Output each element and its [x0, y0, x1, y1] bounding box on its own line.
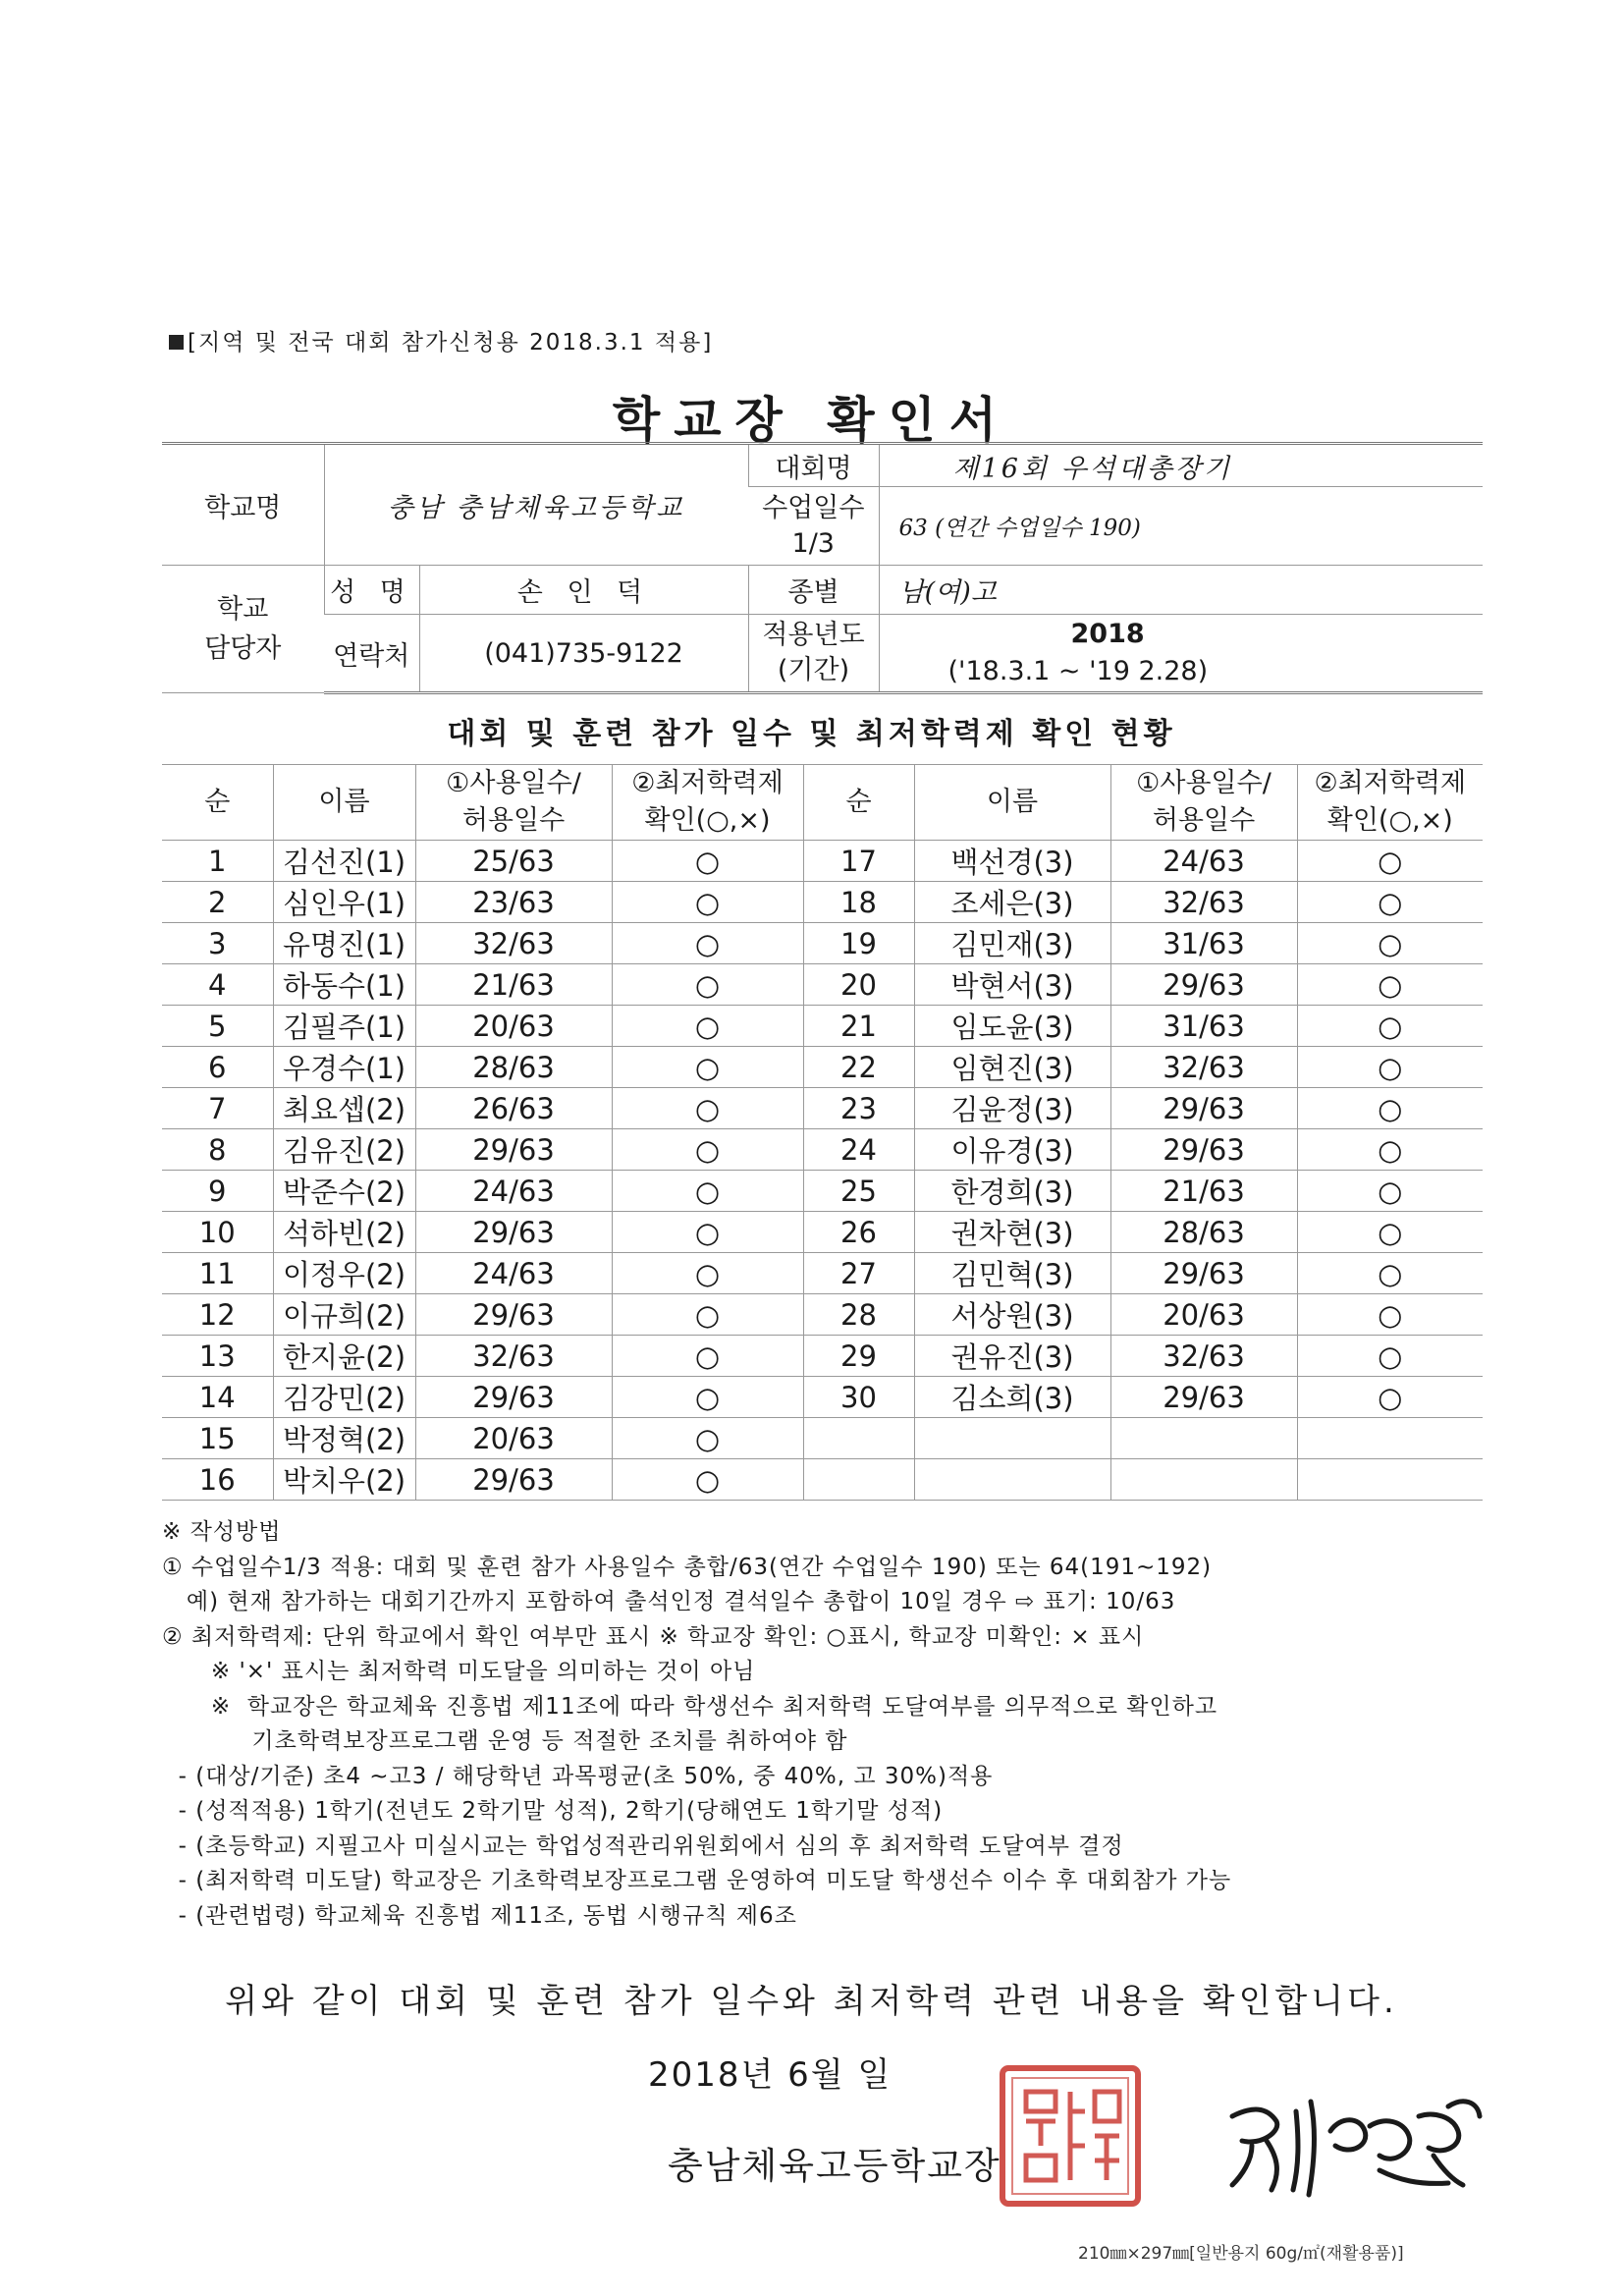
paper-spec-footer: 210㎜×297㎜[일반용지 60g/㎡(재활용품)] [1078, 2244, 1404, 2264]
roster-check-cell: ○ [612, 1459, 803, 1501]
header-no: 순 [162, 765, 273, 841]
roster-name-cell: 권차현(3) [914, 1212, 1110, 1253]
roster-row [162, 1047, 1483, 1088]
roster-name-cell: 김소희(3) [914, 1377, 1110, 1418]
header-days-line2: 허용일수 [1152, 805, 1256, 836]
note-line: 예) 현재 참가하는 대회기간까지 포함하여 출석인정 결석일수 총합이 10일 경우 ⇨ 표기: 10/63 [162, 1589, 1176, 1614]
header-min-line1: ②최저학력제 [631, 768, 784, 798]
roster-name-cell: 박치우(2) [273, 1459, 415, 1501]
roster-name-cell: 김유진(2) [273, 1129, 415, 1171]
roster-check-cell: ○ [1297, 1129, 1483, 1171]
note-line: ※ 작성방법 [162, 1519, 282, 1545]
roster-check-cell: ○ [1297, 1336, 1483, 1377]
roster-check-cell: ○ [612, 882, 803, 923]
roster-no-cell: 25 [803, 1171, 914, 1212]
roster-row [162, 1006, 1483, 1047]
roster-name-cell: 김민재(3) [914, 923, 1110, 964]
roster-days-cell: 29/63 [415, 1129, 612, 1171]
roster-check-cell: ○ [1297, 1171, 1483, 1212]
roster-check-cell: ○ [612, 841, 803, 882]
header-days [415, 765, 612, 841]
header-days-line1: ①사용일수/ [446, 768, 581, 798]
note-line: - (대상/기준) 초4 ~고3 / 해당학년 과목평균(초 50%, 중 40%, 고 30%)적용 [162, 1763, 994, 1789]
days-label-line1: 수업일수 [762, 492, 865, 523]
roster-name-cell: 이유경(3) [914, 1129, 1110, 1171]
roster-days-cell: 32/63 [1110, 1047, 1297, 1088]
roster-name-cell: 최요셉(2) [273, 1088, 415, 1129]
confirmation-statement: 위와 같이 대회 및 훈련 참가 일수와 최저학력 관련 내용을 확인합니다. [225, 1982, 1398, 2021]
roster-days-cell: 29/63 [415, 1212, 612, 1253]
roster-days-cell: 20/63 [1110, 1294, 1297, 1336]
roster-no-cell [803, 1459, 914, 1501]
roster-no-cell: 26 [803, 1212, 914, 1253]
roster-name-cell: 박준수(2) [273, 1171, 415, 1212]
roster-days-cell [1110, 1418, 1297, 1459]
roster-days-cell: 21/63 [1110, 1171, 1297, 1212]
roster-name-cell: 박정혁(2) [273, 1418, 415, 1459]
roster-days-cell: 31/63 [1110, 923, 1297, 964]
roster-days-cell: 32/63 [415, 923, 612, 964]
year-label-line2: (기간) [777, 655, 850, 685]
roster-check-cell: ○ [612, 1253, 803, 1294]
roster-days-cell: 24/63 [415, 1171, 612, 1212]
roster-no-cell: 6 [162, 1047, 273, 1088]
header-name: 이름 [914, 765, 1110, 841]
roster-no-cell: 8 [162, 1129, 273, 1171]
note-line: - (성적적용) 1학기(전년도 2학기말 성적), 2학기(당해연도 1학기말 성적) [162, 1798, 944, 1824]
roster-row [162, 1336, 1483, 1377]
roster-no-cell: 2 [162, 882, 273, 923]
school-label: 학교명 [162, 444, 324, 566]
header-days [1110, 765, 1297, 841]
form-tag [169, 324, 713, 356]
roster-row [162, 1294, 1483, 1336]
days-label-line2: 1/3 [791, 527, 835, 559]
roster-name-cell: 이규희(2) [273, 1294, 415, 1336]
roster-check-cell: ○ [1297, 882, 1483, 923]
signature [1222, 2087, 1488, 2205]
year-value-main: 2018 [1070, 619, 1145, 649]
roster-check-cell: ○ [1297, 1006, 1483, 1047]
roster-name-cell: 조세은(3) [914, 882, 1110, 923]
roster-check-cell: ○ [612, 1336, 803, 1377]
roster-no-cell: 15 [162, 1418, 273, 1459]
roster-row [162, 882, 1483, 923]
roster-days-cell: 29/63 [415, 1294, 612, 1336]
contest-value: 제16회 우석대총장기 [879, 444, 1483, 487]
note-line: ① 수업일수1/3 적용: 대회 및 훈련 참가 사용일수 총합/63(연간 수업일수 190) 또는 64(191~192) [162, 1554, 1213, 1580]
roster-no-cell: 17 [803, 841, 914, 882]
roster-name-cell: 하동수(1) [273, 964, 415, 1006]
roster-no-cell: 19 [803, 923, 914, 964]
roster-no-cell: 9 [162, 1171, 273, 1212]
roster-name-cell: 심인우(1) [273, 882, 415, 923]
roster-no-cell: 10 [162, 1212, 273, 1253]
note-line: 기초학력보장프로그램 운영 등 적절한 조치를 취하여야 함 [162, 1728, 848, 1754]
note-line: - (초등학교) 지필고사 미실시교는 학업성적관리위원회에서 심의 후 최저학력 도달여부 결정 [162, 1832, 1124, 1859]
roster-check-cell: ○ [612, 1047, 803, 1088]
roster-days-cell: 25/63 [415, 841, 612, 882]
official-seal [997, 2062, 1144, 2210]
roster-row [162, 1212, 1483, 1253]
roster-days-cell: 24/63 [1110, 841, 1297, 882]
header-min-line1: ②최저학력제 [1314, 768, 1467, 798]
school-signatory: 충남체육고등학교장 [668, 2145, 1001, 2187]
roster-check-cell: ○ [1297, 1047, 1483, 1088]
roster-no-cell: 20 [803, 964, 914, 1006]
roster-check-cell: ○ [612, 1294, 803, 1336]
roster-row [162, 923, 1483, 964]
name-value: 손 인 덕 [419, 566, 748, 615]
header-min [1297, 765, 1483, 841]
roster-no-cell: 22 [803, 1047, 914, 1088]
roster-name-cell: 유명진(1) [273, 923, 415, 964]
roster-days-cell: 29/63 [1110, 1253, 1297, 1294]
roster-check-cell: ○ [612, 1088, 803, 1129]
roster-no-cell: 16 [162, 1459, 273, 1501]
name-label: 성 명 [324, 566, 419, 615]
days-value: 63 (연간 수업일수 190) [879, 487, 1483, 566]
roster-name-cell [914, 1418, 1110, 1459]
roster-table [162, 764, 1483, 1501]
roster-check-cell: ○ [612, 1006, 803, 1047]
manager-label-line2: 담당자 [204, 632, 282, 664]
roster-no-cell: 24 [803, 1129, 914, 1171]
roster-no-cell: 27 [803, 1253, 914, 1294]
roster-row [162, 1253, 1483, 1294]
roster-check-cell: ○ [1297, 923, 1483, 964]
roster-days-cell: 26/63 [415, 1088, 612, 1129]
year-label-line1: 적용년도 [762, 620, 865, 650]
roster-name-cell: 한경희(3) [914, 1171, 1110, 1212]
roster-name-cell: 권유진(3) [914, 1336, 1110, 1377]
roster-name-cell: 임현진(3) [914, 1047, 1110, 1088]
roster-name-cell: 우경수(1) [273, 1047, 415, 1088]
manager-label-line1: 학교 [217, 593, 269, 625]
roster-check-cell: ○ [612, 964, 803, 1006]
roster-check-cell [1297, 1418, 1483, 1459]
form-tag-text: [지역 및 전국 대회 참가신청용 2018.3.1 적용] [188, 330, 714, 355]
roster-days-cell: 24/63 [415, 1253, 612, 1294]
note-line: - (최저학력 미도달) 학교장은 기초학력보장프로그램 운영하여 미도달 학생선수 이수 후 대회참가 가능 [162, 1868, 1232, 1893]
roster-days-cell: 20/63 [415, 1418, 612, 1459]
days-label [748, 487, 879, 566]
roster-check-cell: ○ [1297, 964, 1483, 1006]
roster-row [162, 1171, 1483, 1212]
contact-label: 연락처 [324, 615, 419, 693]
roster-days-cell: 32/63 [415, 1336, 612, 1377]
manager-label [162, 566, 324, 693]
roster-no-cell: 21 [803, 1006, 914, 1047]
roster-check-cell: ○ [612, 1418, 803, 1459]
period-value: ('18.3.1 ~ '19 2.28) [947, 656, 1209, 686]
header-days-line2: 허용일수 [461, 805, 566, 836]
roster-name-cell: 김필주(1) [273, 1006, 415, 1047]
header-min-line2: 확인(○,×) [1326, 805, 1453, 836]
roster-row [162, 1129, 1483, 1171]
roster-check-cell: ○ [612, 1212, 803, 1253]
roster-days-cell: 20/63 [415, 1006, 612, 1047]
roster-row [162, 964, 1483, 1006]
note-line: ② 최저학력제: 단위 학교에서 확인 여부만 표시 ※ 학교장 확인: ○표시, 학교장 미확인: × 표시 [162, 1623, 1145, 1650]
roster-days-cell [1110, 1459, 1297, 1501]
header-no: 순 [803, 765, 914, 841]
school-value: 충남 충남체육고등학교 [324, 444, 748, 566]
gender-value: 남(여)고 [879, 566, 1483, 615]
roster-no-cell [803, 1418, 914, 1459]
roster-no-cell: 7 [162, 1088, 273, 1129]
roster-no-cell: 28 [803, 1294, 914, 1336]
roster-check-cell: ○ [612, 1377, 803, 1418]
roster-days-cell: 28/63 [415, 1047, 612, 1088]
roster-row [162, 1459, 1483, 1501]
roster-name-cell: 한지윤(2) [273, 1336, 415, 1377]
roster-row [162, 1418, 1483, 1459]
roster-no-cell: 18 [803, 882, 914, 923]
roster-check-cell: ○ [1297, 1212, 1483, 1253]
roster-name-cell: 김선진(1) [273, 841, 415, 882]
roster-name-cell: 이정우(2) [273, 1253, 415, 1294]
square-bullet-icon [169, 335, 184, 350]
contest-label: 대회명 [748, 444, 879, 487]
contact-value: (041)735-9122 [419, 615, 748, 693]
roster-check-cell: ○ [1297, 841, 1483, 882]
roster-check-cell: ○ [612, 1171, 803, 1212]
note-line: - (관련법령) 학교체육 진흥법 제11조, 동법 시행규칙 제6조 [162, 1902, 797, 1929]
header-min-line2: 확인(○,×) [644, 805, 771, 836]
gender-label: 종별 [748, 566, 879, 615]
header-min [612, 765, 803, 841]
roster-name-cell [914, 1459, 1110, 1501]
roster-no-cell: 5 [162, 1006, 273, 1047]
roster-days-cell: 32/63 [1110, 1336, 1297, 1377]
roster-name-cell: 김강민(2) [273, 1377, 415, 1418]
roster-days-cell: 29/63 [415, 1377, 612, 1418]
roster-no-cell: 3 [162, 923, 273, 964]
roster-title: 대회 및 훈련 참가 일수 및 최저학력제 확인 현황 [447, 717, 1176, 751]
roster-days-cell: 29/63 [1110, 1088, 1297, 1129]
roster-no-cell: 23 [803, 1088, 914, 1129]
header-days-line1: ①사용일수/ [1136, 768, 1271, 798]
roster-name-cell: 임도윤(3) [914, 1006, 1110, 1047]
roster-name-cell: 석하빈(2) [273, 1212, 415, 1253]
header-name: 이름 [273, 765, 415, 841]
note-line: ※ 학교장은 학교체육 진흥법 제11조에 따라 학생선수 최저학력 도달여부를 의무적으로 확인하고 [162, 1693, 1218, 1720]
roster-check-cell: ○ [1297, 1377, 1483, 1418]
writing-notes [162, 1515, 1483, 1934]
roster-check-cell: ○ [1297, 1253, 1483, 1294]
roster-no-cell: 14 [162, 1377, 273, 1418]
roster-days-cell: 23/63 [415, 882, 612, 923]
roster-check-cell: ○ [1297, 1294, 1483, 1336]
roster-header-row [162, 765, 1483, 841]
roster-no-cell: 4 [162, 964, 273, 1006]
roster-name-cell: 서상원(3) [914, 1294, 1110, 1336]
roster-check-cell: ○ [612, 1129, 803, 1171]
roster-row [162, 841, 1483, 882]
roster-row [162, 1088, 1483, 1129]
roster-days-cell: 29/63 [1110, 964, 1297, 1006]
roster-no-cell: 1 [162, 841, 273, 882]
roster-no-cell: 30 [803, 1377, 914, 1418]
info-table [162, 442, 1483, 694]
roster-days-cell: 28/63 [1110, 1212, 1297, 1253]
roster-no-cell: 13 [162, 1336, 273, 1377]
roster-days-cell: 29/63 [1110, 1129, 1297, 1171]
roster-days-cell: 29/63 [1110, 1377, 1297, 1418]
year-label [748, 615, 879, 693]
roster-days-cell: 32/63 [1110, 882, 1297, 923]
roster-days-cell: 29/63 [415, 1459, 612, 1501]
roster-row [162, 1377, 1483, 1418]
roster-check-cell: ○ [612, 923, 803, 964]
roster-no-cell: 12 [162, 1294, 273, 1336]
roster-no-cell: 29 [803, 1336, 914, 1377]
roster-name-cell: 김민혁(3) [914, 1253, 1110, 1294]
roster-check-cell [1297, 1459, 1483, 1501]
roster-name-cell: 박현서(3) [914, 964, 1110, 1006]
date-line: 2018년 6월 일 [648, 2055, 893, 2095]
document-title: 학교장 확인서 [612, 392, 1011, 449]
year-value [879, 615, 1483, 693]
roster-name-cell: 김윤정(3) [914, 1088, 1110, 1129]
roster-days-cell: 31/63 [1110, 1006, 1297, 1047]
roster-no-cell: 11 [162, 1253, 273, 1294]
roster-name-cell: 백선경(3) [914, 841, 1110, 882]
roster-check-cell: ○ [1297, 1088, 1483, 1129]
roster-days-cell: 21/63 [415, 964, 612, 1006]
note-line: ※ '×' 표시는 최저학력 미도달을 의미하는 것이 아님 [162, 1659, 756, 1684]
